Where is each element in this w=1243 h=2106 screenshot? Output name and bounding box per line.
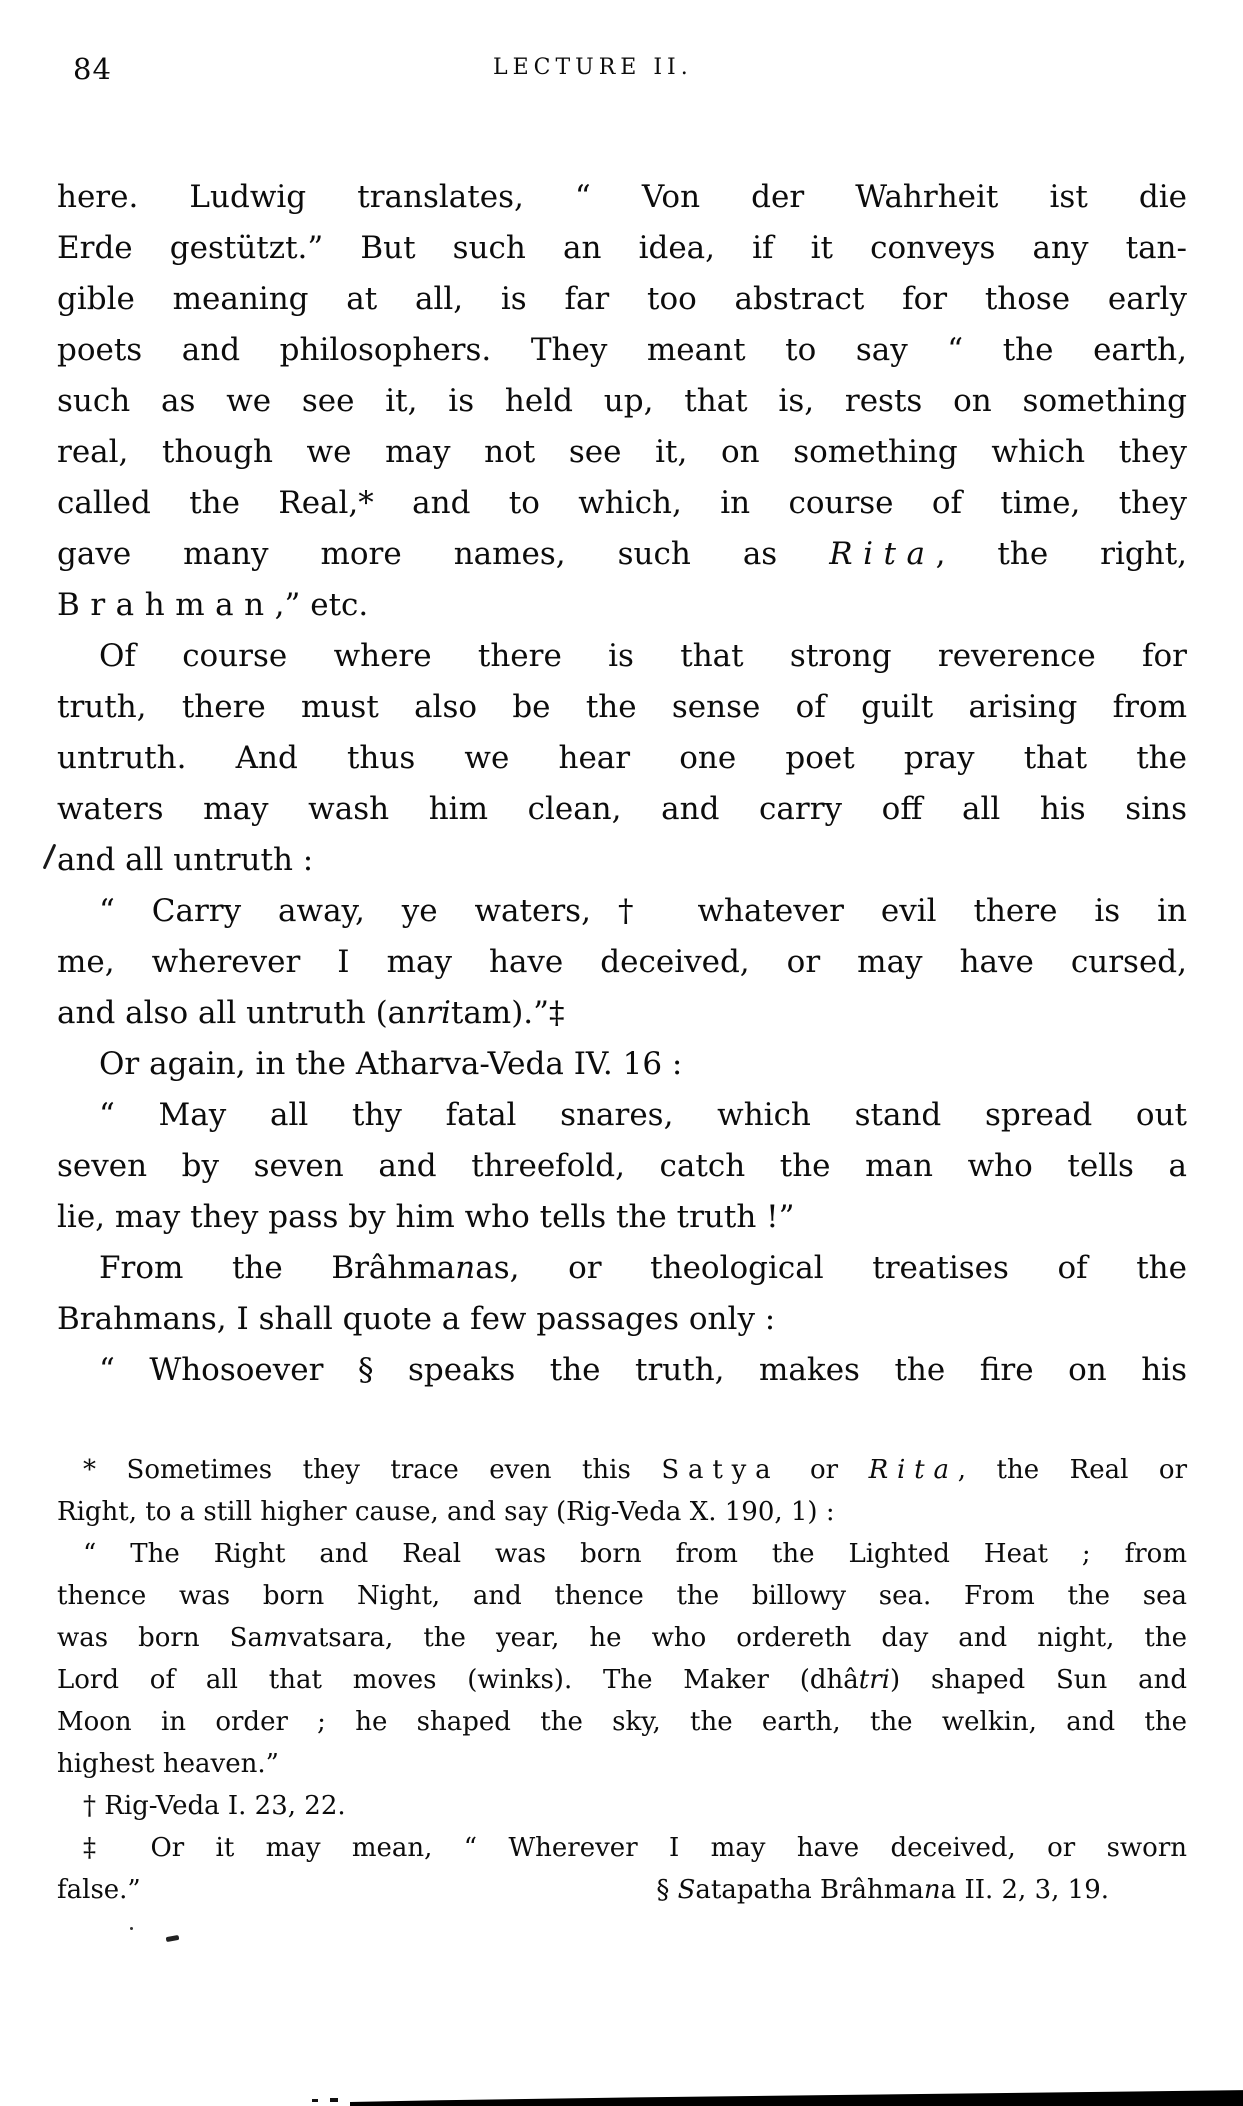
text-line [57, 835, 1187, 886]
text-segment: gave many more names, such as [57, 536, 830, 572]
text-segment: or [779, 1455, 869, 1485]
text-segment: § [656, 1875, 678, 1905]
text-segment: n [923, 1875, 941, 1905]
margin-slash-artifact [43, 844, 57, 870]
text-segment: Erde gestützt.” But such an idea, if it conveys any tan- [57, 230, 1187, 266]
text-segment: poets and philosophers. They meant to say “ the earth, [57, 332, 1187, 368]
text-line [57, 784, 1187, 835]
text-line [57, 631, 1187, 682]
text-line [57, 529, 1187, 580]
text-segment: Right, to a still higher cause, and say (Rig-Veda X. 190, 1) : [57, 1497, 835, 1527]
text-segment: tam).”‡ [450, 995, 565, 1031]
text-line [57, 988, 1187, 1039]
text-segment: Lord of all that moves (winks). The Maker (dhâ [57, 1665, 859, 1695]
text-segment: gible meaning at all, is far too abstract for those early [57, 281, 1187, 317]
text-line [57, 1575, 1187, 1617]
text-line [57, 580, 1187, 631]
text-line [57, 1827, 1187, 1869]
text-segment: , the Real or [957, 1455, 1187, 1485]
text-line [57, 427, 1187, 478]
text-segment: Brahman [57, 587, 275, 623]
text-segment: such as we see it, is held up, that is, rests on something [57, 383, 1187, 419]
text-segment: “ Whosoever § speaks the truth, makes the fire on his [99, 1352, 1187, 1388]
text-segment: , the right, [935, 536, 1188, 572]
text-line [57, 376, 1187, 427]
text-segment: * Sometimes they trace even this [83, 1455, 662, 1485]
text-segment: Rita [829, 536, 936, 572]
text-line [57, 1345, 1187, 1396]
text-line [57, 733, 1187, 784]
text-segment: called the Real,* and to which, in course of time, they [57, 485, 1187, 521]
text-segment: seven by seven and threefold, catch the man who tells a [57, 1148, 1187, 1184]
text-segment: Satya [661, 1455, 780, 1485]
footnote-reference-right [656, 1869, 1109, 1911]
text-segment: me, wherever I may have deceived, or may have cursed, [57, 944, 1187, 980]
scan-edge-artifact [350, 2088, 1243, 2106]
text-segment: and also all untruth (an [57, 995, 427, 1031]
text-line [57, 1039, 1187, 1090]
text-line [57, 1659, 1187, 1701]
text-line [57, 172, 1187, 223]
text-segment: “ The Right and Real was born from the Lighted Heat ; from [83, 1539, 1187, 1569]
text-segment: a II. 2, 3, 19. [940, 1875, 1109, 1905]
text-line [57, 937, 1187, 988]
text-line [57, 1533, 1187, 1575]
text-line [57, 1743, 1187, 1785]
text-segment: highest heaven.” [57, 1749, 279, 1779]
running-header: LECTURE II. [493, 55, 693, 80]
text-segment: “ Carry away, ye waters,† whatever evil there is in [99, 893, 1187, 929]
dash-artifact [166, 1935, 180, 1942]
text-line [57, 1243, 1187, 1294]
ink-speck [312, 2099, 318, 2102]
text-segment: † Rig-Veda I. 23, 22. [83, 1791, 346, 1821]
text-line [57, 1294, 1187, 1345]
text-segment: here. Ludwig translates, “ Von der Wahrheit ist die [57, 179, 1187, 215]
text-segment: ,” etc. [274, 587, 369, 623]
text-line [57, 1141, 1187, 1192]
text-segment: n [455, 1250, 476, 1286]
text-segment: untruth. And thus we hear one poet pray that the [57, 740, 1187, 776]
text-segment: waters may wash him clean, and carry off all his sins [57, 791, 1187, 827]
text-segment: Moon in order ; he shaped the sky, the earth, the welkin, and the [57, 1707, 1187, 1737]
text-line [57, 223, 1187, 274]
text-segment: tri [858, 1665, 890, 1695]
text-segment: Brahmans, I shall quote a few passages only : [57, 1301, 776, 1337]
text-segment: ri [426, 995, 451, 1031]
body-text [57, 172, 1187, 1396]
text-segment: ) shaped Sun and [890, 1665, 1187, 1695]
text-segment: truth, there must also be the sense of guilt arising from [57, 689, 1187, 725]
text-segment: Of course where there is that strong reverence for [99, 638, 1187, 674]
text-line [57, 1617, 1187, 1659]
page-number: 84 [73, 52, 112, 86]
page-header [57, 52, 1187, 92]
text-segment: S [677, 1875, 696, 1905]
text-segment: as, or theological treatises of the [475, 1250, 1187, 1286]
text-line [57, 1785, 1187, 1827]
text-segment: atapatha Brâhma [695, 1875, 924, 1905]
text-line [57, 682, 1187, 733]
text-segment: ‡ Or it may mean, “ Wherever I may have deceived, or sworn [83, 1833, 1187, 1863]
text-line [57, 1869, 1187, 1911]
text-segment: Rita [868, 1455, 958, 1485]
text-line [57, 1449, 1187, 1491]
text-line [57, 274, 1187, 325]
text-line [57, 886, 1187, 937]
text-line [57, 1192, 1187, 1243]
text-line [57, 1090, 1187, 1141]
ink-speck [130, 1927, 133, 1930]
text-segment: false.” [57, 1875, 141, 1905]
text-line [57, 1491, 1187, 1533]
ink-speck [330, 2098, 338, 2102]
text-segment: vatsara, the year, he who ordereth day and night, the [287, 1623, 1188, 1653]
footnotes-text [57, 1449, 1187, 1911]
text-segment: and all untruth : [57, 842, 314, 878]
text-line [57, 1701, 1187, 1743]
text-segment: was born Sa [57, 1623, 263, 1653]
text-line [57, 478, 1187, 529]
text-segment: real, though we may not see it, on something which they [57, 434, 1187, 470]
text-line [57, 325, 1187, 376]
text-segment: thence was born Night, and thence the billowy sea. From the sea [57, 1581, 1187, 1611]
text-segment: m [262, 1623, 288, 1653]
text-segment: Or again, in the Atharva-Veda IV. 16 : [99, 1046, 683, 1082]
text-segment: From the Brâhma [99, 1250, 456, 1286]
text-segment: lie, may they pass by him who tells the truth !” [57, 1199, 795, 1235]
text-segment: “ May all thy fatal snares, which stand spread out [99, 1097, 1187, 1133]
